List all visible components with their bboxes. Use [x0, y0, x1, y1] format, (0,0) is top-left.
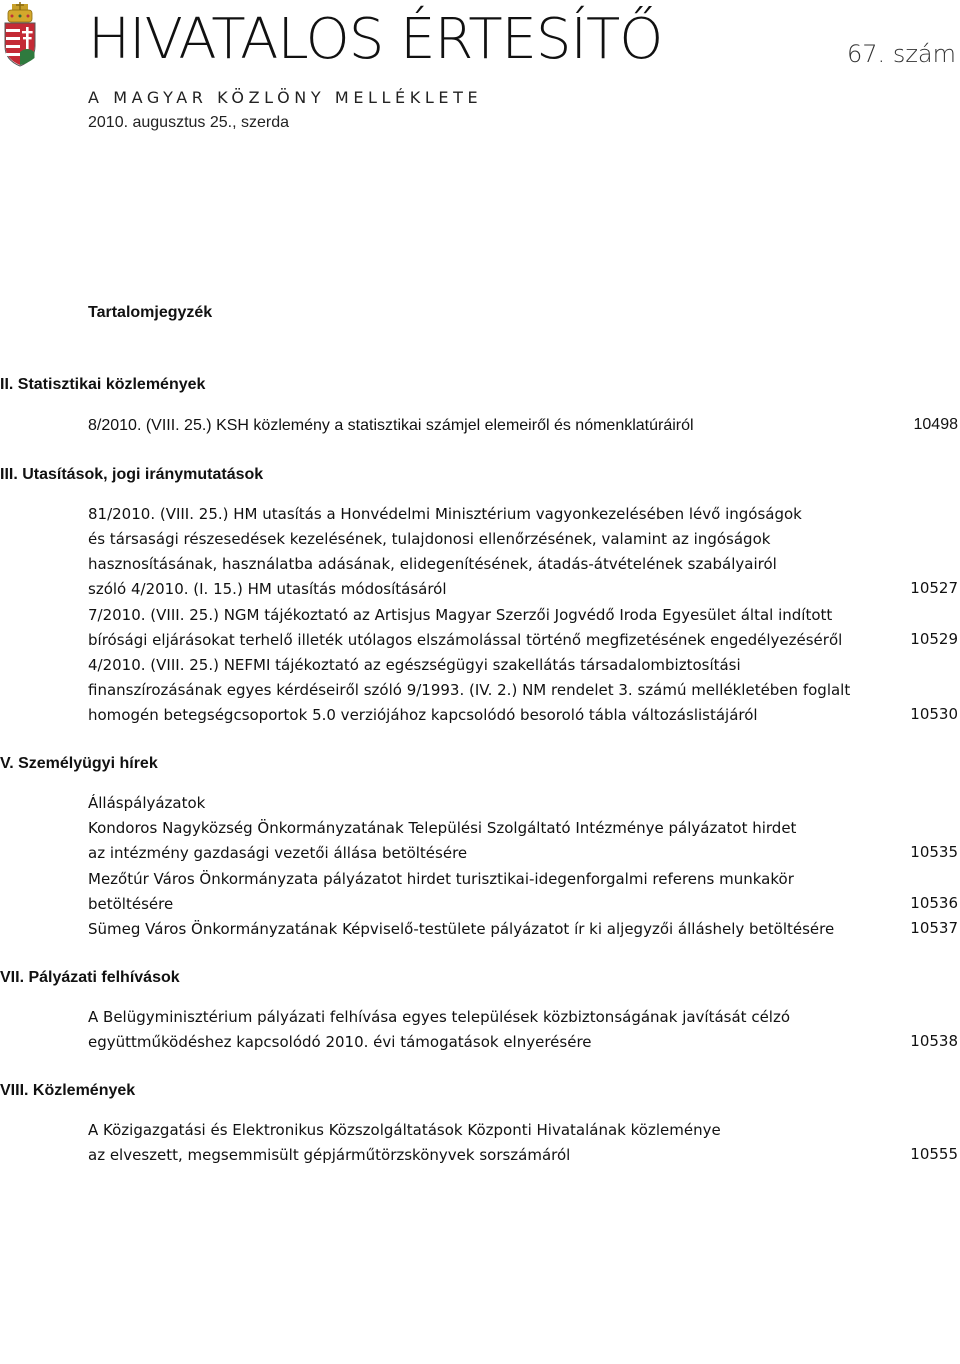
toc-subheading: Álláspályázatok [88, 794, 206, 812]
toc-entry-line: A Belügyminisztérium pályázati felhívása egyes települések közbiztonságának javítását célzó [88, 1008, 791, 1026]
toc-entry-line: 8/2010. (VIII. 25.) KSH közlemény a statisztikai számjel elemeiről és nómenklatúráiról [88, 417, 694, 434]
section-heading-vii: VII. Pályázati felhívások [0, 969, 180, 986]
toc-entry-line: 81/2010. (VIII. 25.) HM utasítás a Honvédelmi Minisztérium vagyonkezelésében lévő ingóságok [88, 505, 802, 523]
toc-entry-line: betöltésére [88, 895, 174, 913]
toc-entry-line: Kondoros Nagyközség Önkormányzatának Települési Szolgáltató Intézménye pályázatot hirdet [88, 819, 797, 837]
toc-page-number: 10555 [910, 1145, 958, 1163]
table-of-contents-title: Tartalomjegyzék [88, 304, 213, 321]
section-heading-viii: VIII. Közlemények [0, 1082, 136, 1099]
coat-of-arms-icon [2, 2, 38, 68]
toc-entry-line: szóló 4/2010. (I. 15.) HM utasítás módosításáról [88, 580, 447, 598]
section-heading-v: V. Személyügyi hírek [0, 755, 158, 772]
toc-page-number: 10537 [910, 919, 958, 937]
toc-entry-line: és társasági részesedések kezelésének, tulajdonosi ellenőrzésének, valamint az ingóságok [88, 530, 771, 548]
publication-title: HIVATALOS ÉRTESÍTŐ [88, 7, 663, 72]
toc-page-number: 10535 [910, 843, 958, 861]
section-heading-iii: III. Utasítások, jogi iránymutatások [0, 466, 264, 483]
toc-page-number: 10530 [910, 705, 958, 723]
toc-page-number: 10538 [910, 1032, 958, 1050]
toc-page-number: 10527 [910, 579, 958, 597]
publication-date: 2010. augusztus 25., szerda [88, 114, 290, 131]
toc-entry-line: finanszírozásának egyes kérdéseiről szóló 9/1993. (IV. 2.) NM rendelet 3. számú mellékletében foglalt [88, 681, 851, 699]
toc-entry-line: 4/2010. (VIII. 25.) NEFMI tájékoztató az egészségügyi szakellátás társadalombiztosítási [88, 656, 741, 674]
section-heading-ii: II. Statisztikai közlemények [0, 376, 206, 393]
toc-entry-line: homogén betegségcsoportok 5.0 verziójához kapcsolódó besoroló tábla változáslistájáról [88, 706, 758, 724]
toc-entry-line: Sümeg Város Önkormányzatának Képviselő-testülete pályázatot ír ki aljegyzői álláshely betöltésére [88, 920, 835, 938]
toc-entry-line: 7/2010. (VIII. 25.) NGM tájékoztató az Artisjus Magyar Szerzői Jogvédő Iroda Egyesület által indított [88, 606, 833, 624]
toc-entry-line: bírósági eljárásokat terhelő illeték utólagos elszámolással történő megfizetésének engedélyezéséről [88, 631, 843, 649]
toc-entry-line: Mezőtúr Város Önkormányzata pályázatot hirdet turisztikai-idegenforgalmi referens munkakör [88, 870, 794, 888]
toc-entry-line: hasznosításának, használatba adásának, elidegenítésének, átadás-átvételének szabályairól [88, 555, 777, 573]
toc-entry-line: az elveszett, megsemmisült gépjárműtörzskönyvek sorszámáról [88, 1146, 571, 1164]
toc-entry-line: együttműködéshez kapcsolódó 2010. évi támogatások elnyerésére [88, 1033, 592, 1051]
toc-entry-line: A Közigazgatási és Elektronikus Közszolgáltatások Központi Hivatalának közleménye [88, 1121, 721, 1139]
toc-entry-line: az intézmény gazdasági vezetői állása betöltésére [88, 844, 468, 862]
issue-number: 67. szám [847, 40, 956, 68]
toc-page-number: 10529 [910, 630, 958, 648]
toc-page-number: 10536 [910, 894, 958, 912]
publication-subtitle: A MAGYAR KÖZLÖNY MELLÉKLETE [88, 88, 483, 107]
toc-page-number: 10498 [913, 416, 958, 433]
